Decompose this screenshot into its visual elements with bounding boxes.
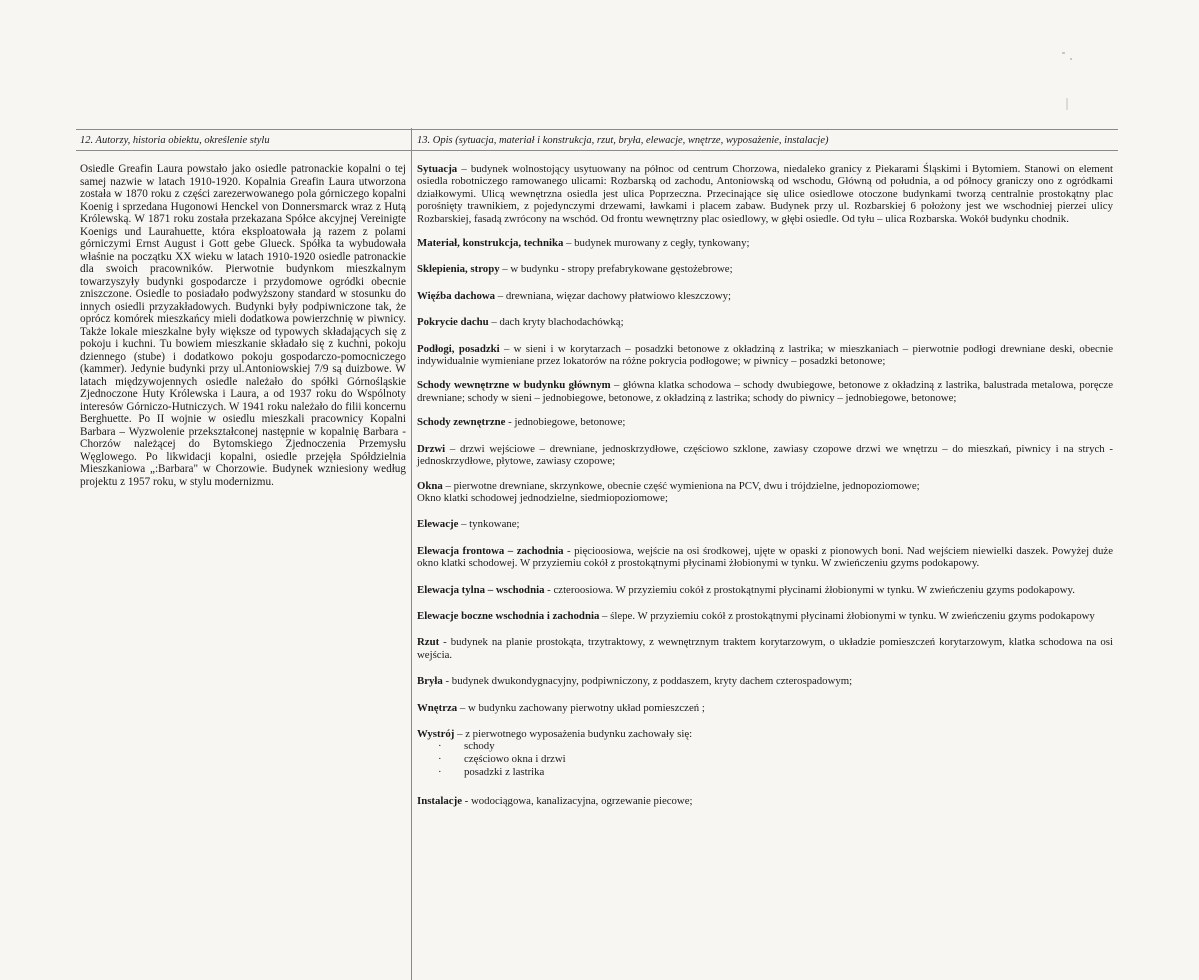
entry-extra: Okno klatki schodowej jednodzielne, siedmiopoziomowe; [417,491,668,504]
entry-text: – w budynku zachowany pierwotny układ pomieszczeń ; [457,701,705,714]
entry-material [417,237,1113,249]
entry-drzwi [417,443,1113,468]
entry-text: – główna klatka schodowa – schody dwubiegowe, betonowe z okładziną z lastrika, balustrada metalowa, poręcze drewniane; schody w sieni – jednobiegowe, betonowe, z okładziną z lastrika; schody do piwnicy – jednobiegowe, betonowe; [417,379,1113,404]
entry-label: Elewacja frontowa – zachodnia [417,544,564,557]
entry-elewacja-frontowa [417,545,1113,570]
entry-instalacje [417,795,1113,807]
entry-wystroj [417,728,1113,740]
entry-label: Wnętrza [417,701,458,714]
entry-label: Pokrycie dachu [417,316,489,329]
entry-pokrycie [417,316,1113,328]
entry-label: Bryła [417,675,443,688]
description-entries [417,163,1113,808]
entry-okna [417,480,1113,505]
scan-speck [1070,58,1072,60]
entry-text: – budynek wolnostojący usytuowany na północ od centrum Chorzowa, niedaleko granicy z Piekarami Śląskimi i Bytomiem. Stanowi on element osiedla robotniczego ramowanego ulicami: Rozbarską od zachodu, Antoniowską od wschodu, Główną od południa, a od północy graniczy ono z ogródkami działkowymi. Ulicą wewnętrzna osiedla jest ulica Poprzeczna. Przecinające się ulice osiedlowe otoczone budynkami tworzą centralnie prostokątny plac porośnięty trawnikiem, z pojedynczymi drzewami, ławkami i placem zabaw. Budynek przy ul. Rozbarskiej 6 położony jest we wschodniej pierzei ulicy Rozbarskiej, fasadą zwrócony na wschód. Od frontu wewnętrzny plac osiedlowy, w głębi osiedle. Od tyłu – ulica Rozbarska. Wokół budynku chodnik. [417,163,1113,225]
entry-schody-wewnetrzne [417,379,1113,404]
entry-label: Elewacje boczne wschodnia i zachodnia [417,609,600,622]
entry-rzut [417,636,1113,661]
entry-label: Podłogi, posadzki [417,342,500,355]
entry-elewacja-tylna [417,584,1113,596]
description-section [417,134,1113,808]
entry-text: – budynek murowany z cegły, tynkowany; [563,237,750,250]
scan-speck [1066,98,1068,110]
scan-speck [1062,52,1065,54]
table-top-rule [76,129,1118,130]
entry-elewacje-boczne [417,610,1113,622]
entry-text: – tynkowane; [458,518,520,531]
entry-label: Schody zewnętrzne [417,416,506,429]
column-divider [411,128,412,980]
entry-label: Schody wewnętrzne w budynku głównym [417,379,611,392]
entry-elewacje [417,518,1113,530]
entry-text: - czteroosiowa. W przyziemiu cokół z prostokątnymi płycinami żłobionymi w tynku. W zwieńczeniu gzyms podokapowy. [544,583,1075,596]
entry-sytuacja [417,163,1113,225]
entry-text: - wodociągowa, kanalizacyjna, ogrzewanie piecowe; [461,795,693,808]
entry-text: – ślepe. W przyziemiu cokół z prostokątnymi płycinami żłobionymi w tynku. W zwieńczeniu gzyms podokapowy [599,609,1095,622]
entry-text: – w budynku - stropy prefabrykowane gęstożebrowe; [499,263,733,276]
history-text: Osiedle Greafin Laura powstało jako osiedle patronackie kopalni o tej samej nazwie w latach 1910-1920. Kopalnia Greafin Laura utworzona została w 1870 roku z części zarezerwowanego pola górniczego kopalni Koenig i sprzedana Hugonowi Henckel von Donnersmarck wraz z Hutą Królewską. W 1871 roku została przekazana Spółce akcyjnej Vereinigte Koenigs und Laurahuette, która eksploatowała ją razem z polami górniczymi Ernst August i Gott gebe Glueck. Spółka ta wybudowała właśnie na początku XX wieku w latach 1910-1920 osiedle patronackie dla swoich pracowników. Pierwotnie budynkom mieszkalnym towarzyszyły budynki gospodarcze i przydomowe ogródki obecnie zniszczone. Osiedle to posiadało podwyższony standard w stosunku do innych osiedli przyzakładowych. Budynki były podpiwniczone tak, że oprócz komórek mieszkańcy mieli dodatkowa powierzchnię w piwnicy. Także lokale mieszkalne były większe od typowych składających się z pokoju i kuchni. Tu bowiem mieszkanie składało się z kuchni, pokoju dziennego (stube) i dodatkowo pokoju gospodarczo-pomocniczego (kammer). Jedynie budynki przy ul.Antoniowskiej 7/9 są duizbowe. W latach międzywojennych osiedle należało do spółki Górnośląskie Zjednoczone Huty Królewska i Laura, a od 1937 roku do Wspólnoty interesów Górniczo-Hutniczych. W 1941 roku należało do filii koncernu Berghuette. Po II wojnie w osiedlu mieszkali pracownicy Kopalni Barbara – Wyzwolenie przekształconej następnie w kopalnię Barbara - Chorzów należącej do Bytomskiego Zjednoczenia Przemysłu Węglowego. Po likwidacji kopalni, osiedle przejęła Spółdzielnia Mieszkaniowa „:Barbara" w Chorzowie. Budynek wzniesiony według projektu z 1957 roku, w stylu modernizmu. [80,163,406,488]
entry-label: Drzwi [417,442,446,455]
list-item: · schody [438,740,1113,753]
entry-label: Instalacje [417,795,462,808]
entry-bryla [417,675,1113,687]
entry-label: Wystrój [417,727,455,740]
history-section [80,134,406,488]
entry-label: Więźba dachowa [417,289,496,302]
entry-wiezba [417,290,1113,302]
entry-label: Elewacja tylna – wschodnia [417,583,545,596]
entry-label: Sytuacja [417,163,458,175]
entry-text: – drewniana, więzar dachowy płatwiowo kleszczowy; [495,289,732,302]
entry-text: - jednobiegowe, betonowe; [505,416,626,429]
list-item: · posadzki z lastrika [438,766,1113,779]
entry-text: – z pierwotnego wyposażenia budynku zachowały się: [454,727,693,740]
entry-text: - budynek dwukondygnacyjny, podpiwniczony, z poddaszem, kryty dachem czterospadowym; [442,675,853,688]
entry-text: - budynek na planie prostokąta, trzytraktowy, z wewnętrznym traktem korytarzowym, o układzie pomieszczeń korytarzowym, klatka schodowa na osi wejścia. [417,636,1113,661]
entry-sklepienia [417,263,1113,275]
list-item: · częściowo okna i drzwi [438,753,1113,766]
entry-label: Rzut [417,636,440,649]
entry-podlogi [417,343,1113,368]
entry-label: Sklepienia, stropy [417,263,500,276]
entry-text: – dach kryty blachodachówką; [488,316,624,329]
description-heading: 13. Opis (sytuacja, materiał i konstrukcja, rzut, bryła, elewacje, wnętrze, wyposażenie, instalacje) [417,135,829,146]
entry-label: Materiał, konstrukcja, technika [417,237,564,250]
entry-schody-zewnetrzne [417,416,1113,428]
entry-wnetrza [417,702,1113,714]
entry-label: Elewacje [417,518,459,531]
history-heading: 12. Autorzy, historia obiektu, określenie stylu [80,135,270,146]
entry-text: – pierwotne drewniane, skrzynkowe, obecnie część wymieniona na PCV, dwu i trójdzielne, jednopoziomowe; [442,479,920,492]
wystroj-list [417,740,1113,779]
entry-label: Okna [417,479,443,492]
entry-text: - pięcioosiowa, wejście na osi środkowej, ujęte w opaski z pionowych boni. Nad wejściem niewielki daszek. Powyżej duże okno klatki schodowej. W przyziemiu cokół z prostokątnymi płycinami żłobionymi w tynku. W zwieńczeniu gzyms podokapowy. [417,544,1113,570]
entry-text: – w sieni i w korytarzach – posadzki betonowe z okładziną z lastrika; w mieszkaniach – pierwotnie podłogi drewniane deski, obecnie indywidualnie wymieniane przez lokatorów na różne pokrycia podłogowe; w piwnicy – posadzki betonowe; [417,342,1113,368]
entry-text: – drzwi wejściowe – drewniane, jednoskrzydłowe, częściowo szklone, zawiasy czopowe drzwi we wnętrzu – do mieszkań, piwnicy i na strych - jednoskrzydłowe, płytowe, zawiasy czopowe; [417,442,1113,468]
